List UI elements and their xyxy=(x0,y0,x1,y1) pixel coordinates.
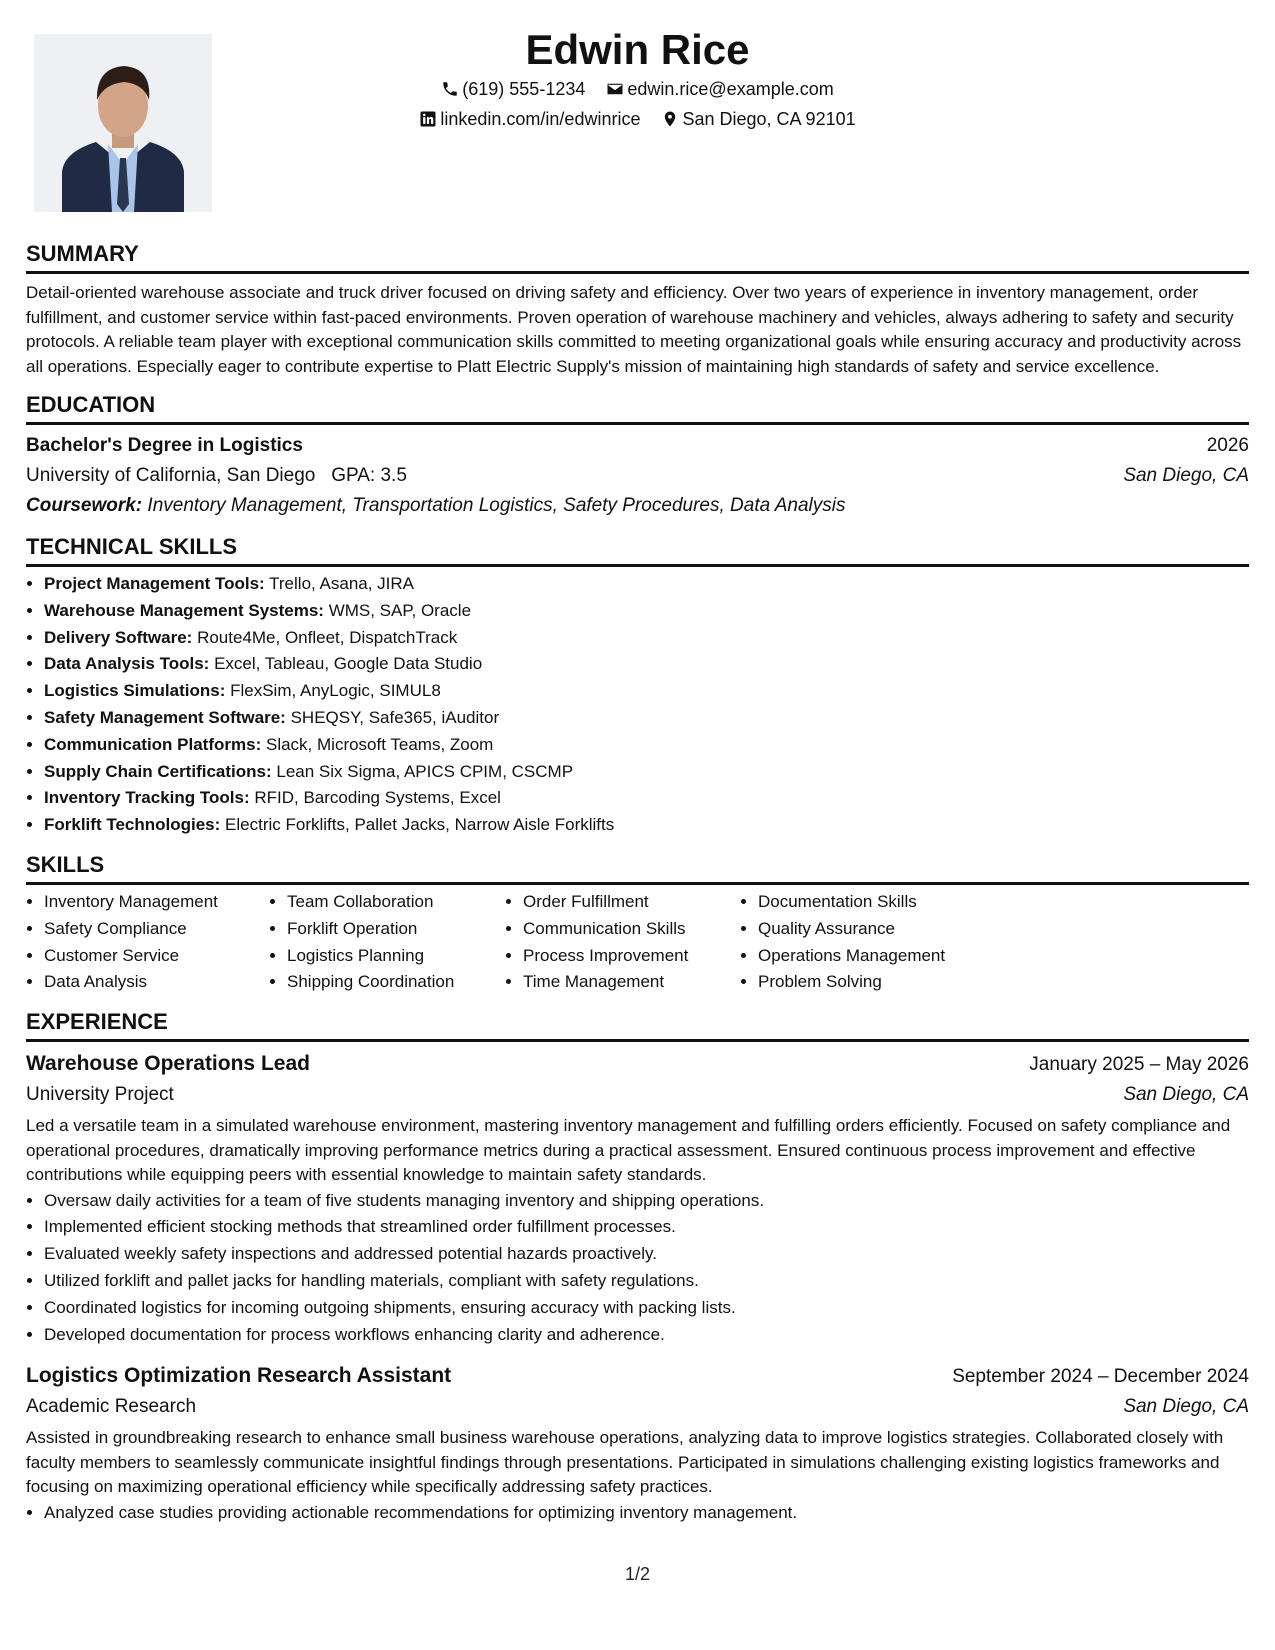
list-item: • Customer Service xyxy=(44,943,269,970)
job-subheader xyxy=(26,1392,1249,1422)
skill-category: Data Analysis Tools: xyxy=(44,654,210,674)
linkedin-text[interactable]: linkedin.com/in/edwinrice xyxy=(440,109,641,129)
job-dates: September 2024 – December 2024 xyxy=(952,1366,1249,1388)
job-description: Assisted in groundbreaking research to enhance small business warehouse operations, analyzing data to improve logistics strategies. Collaborated closely with faculty members to seamlessly communicate insightful findings through presentations. Participated in simulations challenging existing logistics frameworks and focusing on maximizing operational efficiency while specifically addressing safety practices. xyxy=(26,1428,1224,1497)
skills-grid xyxy=(26,889,1249,996)
list-item: • Oversaw daily activities for a team of five students managing inventory and shipping operations. xyxy=(44,1188,1249,1215)
job-org: Academic Research xyxy=(26,1396,197,1418)
coursework xyxy=(26,491,1249,521)
coursework-label: Coursework: xyxy=(26,495,143,516)
education-section xyxy=(26,391,1249,521)
list-item: • Evaluated weekly safety inspections and addressed potential hazards proactively. xyxy=(44,1241,1249,1268)
job-location: San Diego, CA xyxy=(1123,1396,1249,1418)
skill-values: WMS, SAP, Oracle xyxy=(328,600,472,620)
school-location: San Diego, CA xyxy=(1123,465,1249,486)
list-item: • Operations Management xyxy=(758,943,998,970)
job-title: Logistics Optimization Research Assistant xyxy=(26,1364,452,1388)
skill-category: Project Management Tools: xyxy=(44,574,265,593)
list-item xyxy=(44,625,1249,652)
list-item: • Implemented efficient stocking methods that streamlined order fulfillment processes. xyxy=(44,1214,1249,1241)
job-bullets xyxy=(26,1188,1249,1349)
skill-values: Lean Six Sigma, APICS CPIM, CSCMP xyxy=(276,761,574,781)
list-item xyxy=(44,678,1249,705)
job-subheader xyxy=(26,1080,1249,1110)
job-bullets xyxy=(26,1500,1249,1527)
experience-entry xyxy=(26,1048,1249,1348)
list-item: • Logistics Planning xyxy=(287,943,505,970)
skills-column xyxy=(505,889,740,996)
list-item: • Time Management xyxy=(523,969,740,996)
experience-section xyxy=(26,1008,1249,1527)
email-text[interactable]: edwin.rice@example.com xyxy=(627,79,834,99)
school-name: University of California, San Diego xyxy=(26,465,316,486)
skill-values: RFID, Barcoding Systems, Excel xyxy=(254,788,501,808)
technical-skills-list xyxy=(26,571,1249,839)
contact-row-2 xyxy=(0,106,1275,135)
list-item: • Data Analysis xyxy=(44,969,269,996)
skill-category: Forklift Technologies: xyxy=(44,815,221,835)
school-info xyxy=(26,461,407,491)
list-item: • Documentation Skills xyxy=(758,889,998,916)
list-item: • Inventory Management xyxy=(44,889,269,916)
list-item: • Problem Solving xyxy=(758,969,998,996)
envelope-icon xyxy=(606,80,624,98)
skill-category: Delivery Software: xyxy=(44,627,193,647)
resume-body xyxy=(26,240,1249,1539)
summary-section xyxy=(26,240,1249,379)
skill-values: Slack, Microsoft Teams, Zoom xyxy=(265,734,494,754)
job-header xyxy=(26,1048,1249,1080)
education-row-1 xyxy=(26,431,1249,461)
job-description: Led a versatile team in a simulated warehouse environment, mastering inventory management and fulfilling orders efficiently. Focused on safety compliance and operational procedures, dramatically improving performance metrics during a practical assessment. Ensured continuous process improvement and effective contributions while equipping peers with essential knowledge to maintain safety standards. xyxy=(26,1116,1231,1185)
job-org: University Project xyxy=(26,1084,174,1106)
list-item: • Developed documentation for process workflows enhancing clarity and adherence. xyxy=(44,1322,1249,1349)
skill-values: SHEQSY, Safe365, iAuditor xyxy=(290,707,500,727)
list-item xyxy=(44,705,1249,732)
list-item xyxy=(44,732,1249,759)
skill-values: Excel, Tableau, Google Data Studio xyxy=(214,654,483,674)
phone-item xyxy=(441,76,585,102)
summary-text: Detail-oriented warehouse associate and truck driver focused on driving safety and efficiency. Over two years of experience in inventory management, order fulfillment, and customer service within fast-paced environments. Proven operation of warehouse machinery and vehicles, always adhering to safety and security protocols. A reliable team player with exceptional communication skills committed to meeting organizational goals while ensuring accuracy and productivity across all operations. Especially eager to contribute expertise to Platt Electric Supply's mission of maintaining high standards of safety and service excellence. xyxy=(26,283,1242,376)
list-item: • Quality Assurance xyxy=(758,916,998,943)
job-title: Warehouse Operations Lead xyxy=(26,1052,310,1076)
skill-values: FlexSim, AnyLogic, SIMUL8 xyxy=(230,681,441,701)
job-dates: January 2025 – May 2026 xyxy=(1029,1054,1249,1076)
list-item: • Order Fulfillment xyxy=(523,889,740,916)
skills-column xyxy=(269,889,505,996)
skill-category: Communication Platforms: xyxy=(44,734,262,754)
page-number: 1/2 xyxy=(624,1564,651,1584)
list-item xyxy=(44,598,1249,625)
list-item: • Process Improvement xyxy=(523,943,740,970)
coursework-list: Inventory Management, Transportation Logistics, Safety Procedures, Data Analysis xyxy=(147,495,846,516)
list-item xyxy=(44,571,1249,598)
list-item xyxy=(44,812,1249,839)
email-item[interactable] xyxy=(606,76,833,102)
list-item: • Safety Compliance xyxy=(44,916,269,943)
section-title-summary: SUMMARY xyxy=(26,240,1249,274)
map-pin-icon xyxy=(661,110,679,128)
phone-text: (619) 555-1234 xyxy=(462,79,586,99)
education-row-2 xyxy=(26,461,1249,491)
skills-section xyxy=(26,851,1249,996)
linkedin-icon xyxy=(419,110,437,128)
list-item: • Utilized forklift and pallet jacks for handling materials, compliant with safety regulations. xyxy=(44,1268,1249,1295)
location-item xyxy=(661,106,855,132)
list-item: • Analyzed case studies providing actionable recommendations for optimizing inventory management. xyxy=(44,1500,1249,1527)
skill-values: Route4Me, Onfleet, DispatchTrack xyxy=(197,627,458,647)
skill-category: Supply Chain Certifications: xyxy=(44,761,272,781)
skill-category: Warehouse Management Systems: xyxy=(44,600,324,620)
list-item: • Team Collaboration xyxy=(287,889,505,916)
gpa: GPA: 3.5 xyxy=(331,465,407,486)
section-title-education: EDUCATION xyxy=(26,391,1249,425)
linkedin-item[interactable] xyxy=(419,106,640,132)
location-text: San Diego, CA 92101 xyxy=(682,109,856,129)
skill-values: Trello, Asana, JIRA xyxy=(269,574,415,593)
list-item: • Forklift Operation xyxy=(287,916,505,943)
job-header xyxy=(26,1360,1249,1392)
list-item: • Communication Skills xyxy=(523,916,740,943)
section-title-skills: SKILLS xyxy=(26,851,1249,885)
list-item: • Shipping Coordination xyxy=(287,969,505,996)
section-title-experience: EXPERIENCE xyxy=(26,1008,1249,1042)
skills-column xyxy=(26,889,269,996)
skill-values: Electric Forklifts, Pallet Jacks, Narrow Aisle Forklifts xyxy=(225,815,615,835)
section-title-technical-skills: TECHNICAL SKILLS xyxy=(26,533,1249,567)
skill-category: Safety Management Software: xyxy=(44,707,286,727)
list-item xyxy=(44,785,1249,812)
technical-skills-section xyxy=(26,533,1249,839)
skill-category: Logistics Simulations: xyxy=(44,681,226,701)
job-location: San Diego, CA xyxy=(1123,1084,1249,1106)
candidate-name: Edwin Rice xyxy=(525,26,750,73)
skills-column xyxy=(740,889,998,996)
list-item xyxy=(44,651,1249,678)
degree-year: 2026 xyxy=(1206,435,1249,456)
phone-icon xyxy=(441,80,459,98)
skill-category: Inventory Tracking Tools: xyxy=(44,788,250,808)
degree-name: Bachelor's Degree in Logistics xyxy=(26,435,303,456)
contact-row-1 xyxy=(0,76,1275,105)
experience-entry xyxy=(26,1360,1249,1526)
list-item xyxy=(44,759,1249,786)
list-item: • Coordinated logistics for incoming outgoing shipments, ensuring accuracy with packing lists. xyxy=(44,1295,1249,1322)
